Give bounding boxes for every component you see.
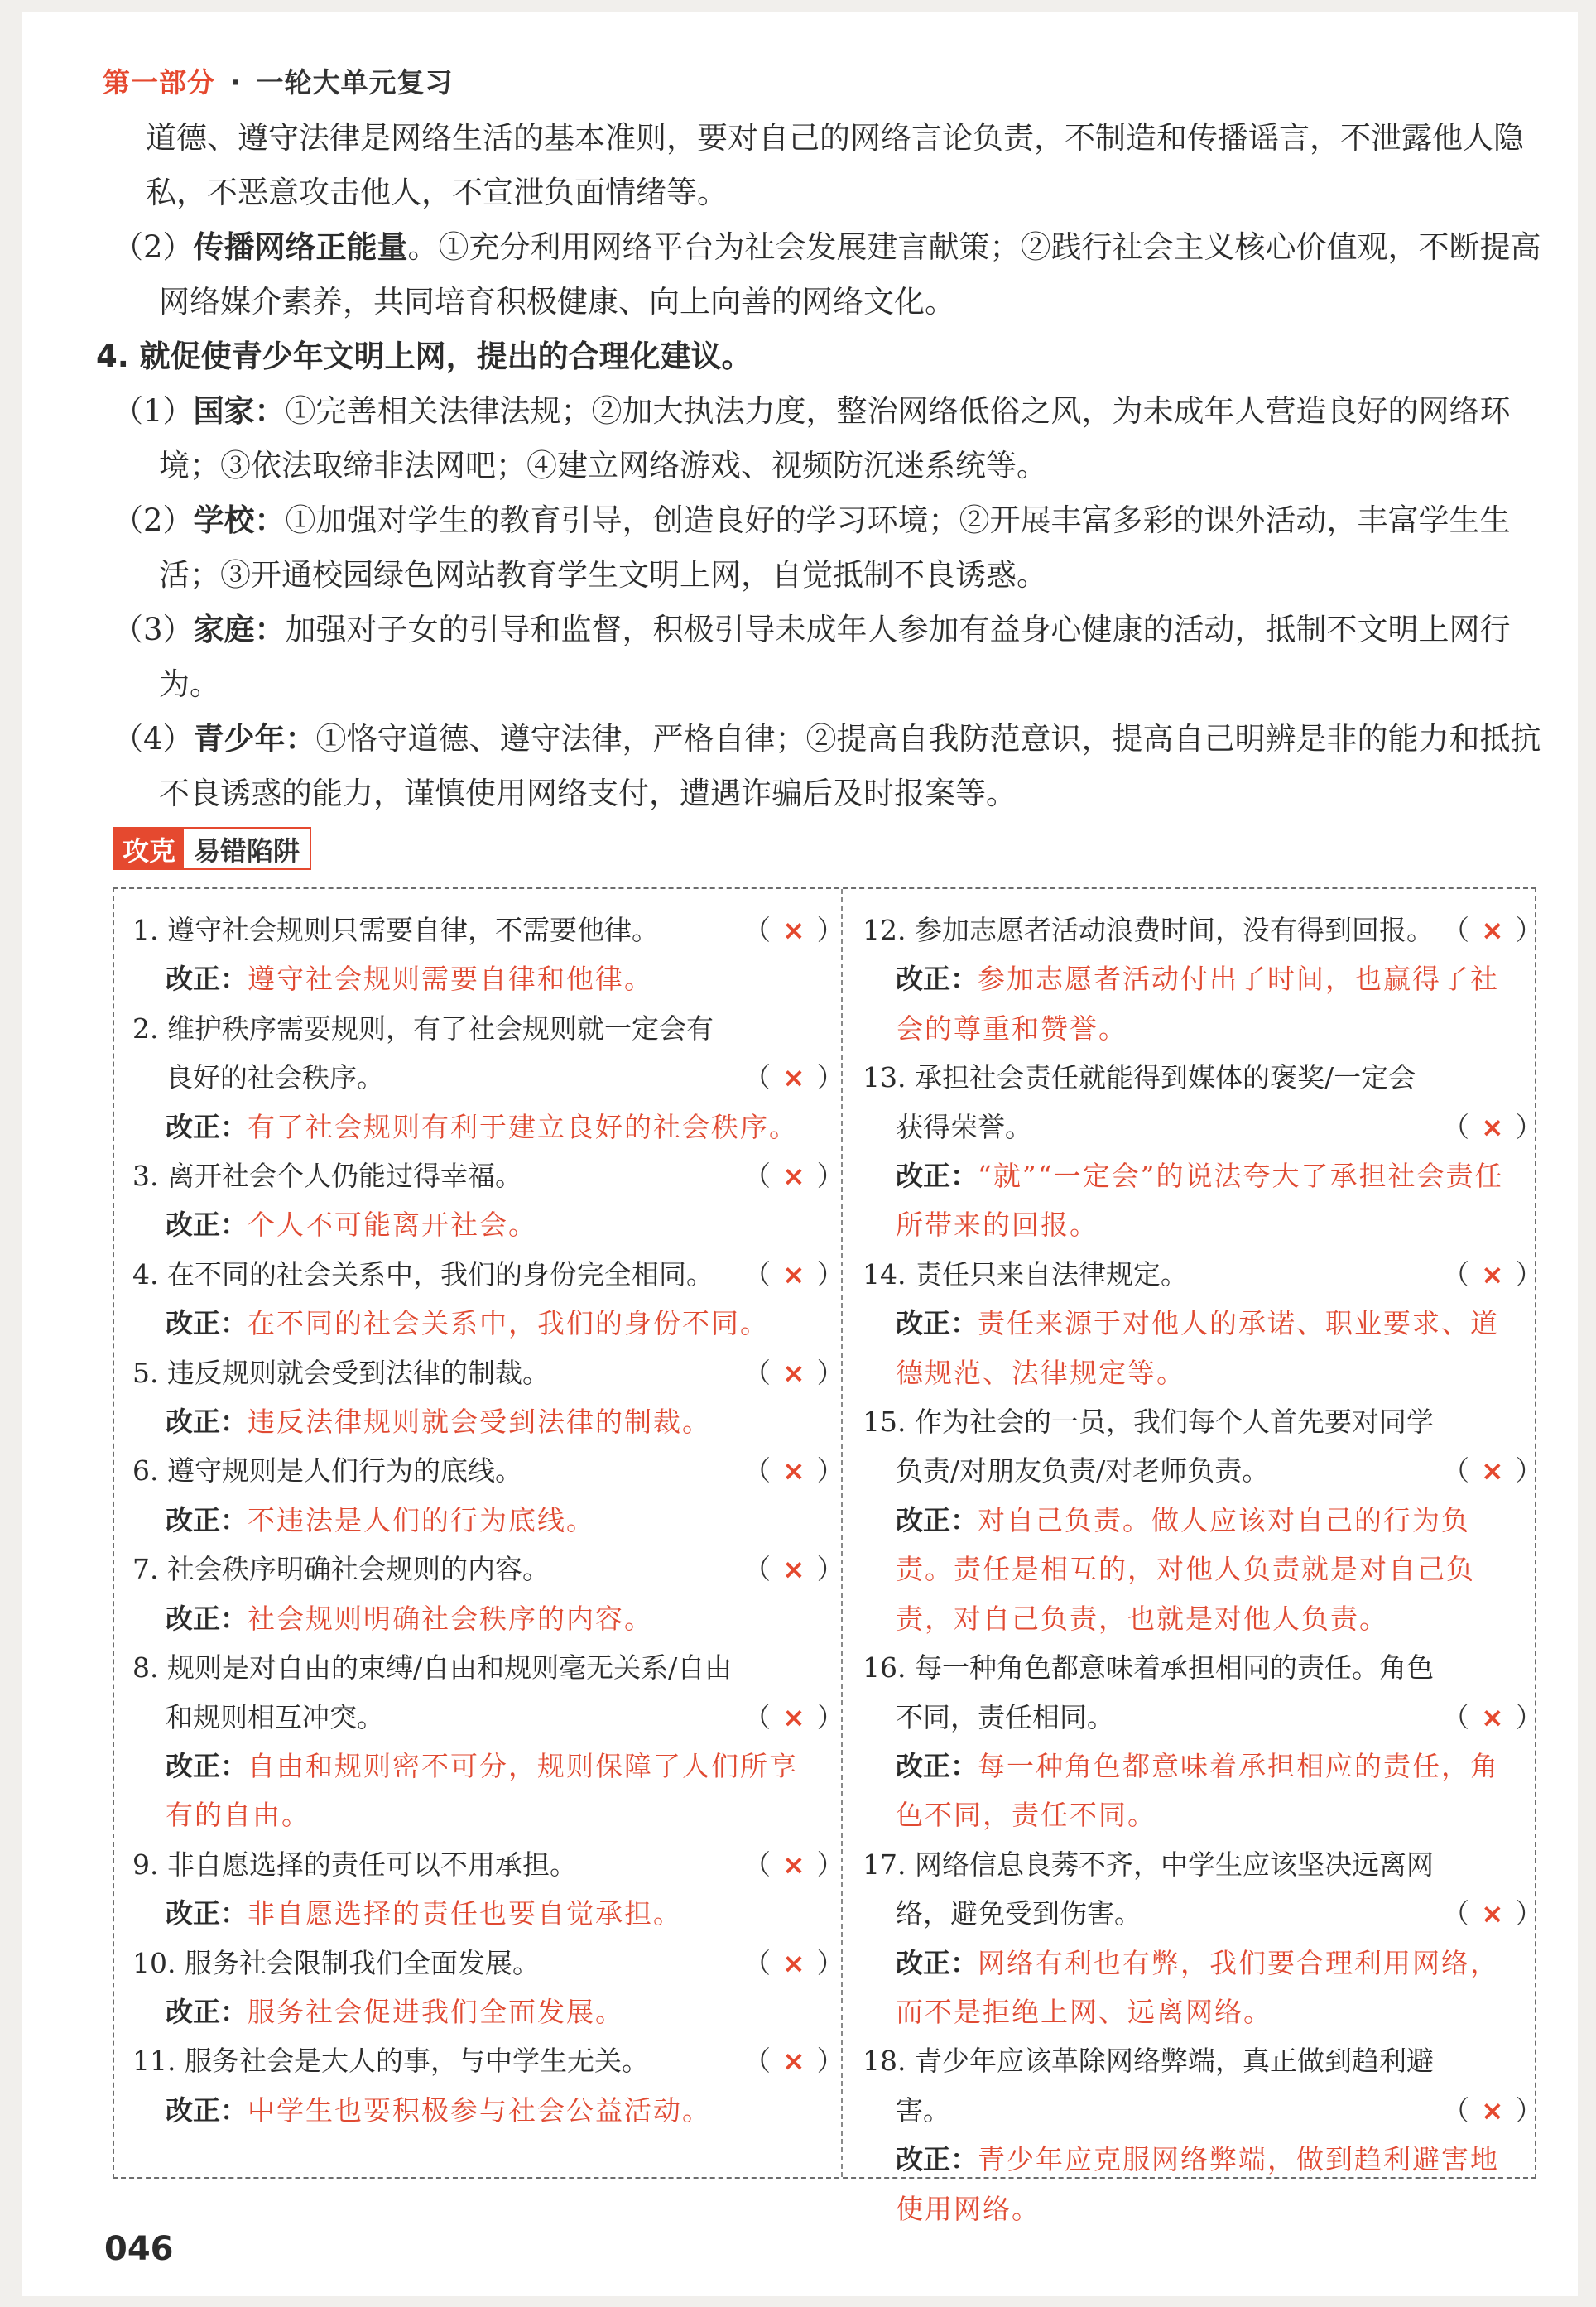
statement-text: 16. 每一种角色都意味着承担相同的责任。角色不同，责任相同。 <box>863 1651 1434 1733</box>
correction-text: 个人不可能离开社会。 <box>248 1209 537 1242</box>
judgement-mark <box>743 1053 844 1102</box>
correction-label: 改正： <box>896 1749 978 1782</box>
pitfall-entry <box>863 906 1543 1053</box>
pitfall-statement <box>132 1446 844 1495</box>
mark-close-paren: ） <box>816 1946 844 1979</box>
pitfall-entry <box>132 1004 844 1151</box>
mark-close-paren: ） <box>816 1257 844 1290</box>
pitfall-entry <box>132 1840 844 1939</box>
tag-pitfalls: 易错陷阱 <box>184 829 310 868</box>
mark-open-paren: （ <box>1442 1897 1469 1930</box>
pitfall-statement <box>863 1250 1543 1299</box>
judgement-mark <box>1442 2086 1543 2135</box>
statement-text: 12. 参加志愿者活动浪费时间，没有得到回报。 <box>863 914 1434 946</box>
correction-label: 改正： <box>166 2093 248 2127</box>
correction-text: 对自己负责。做人应该对自己的行为负责。责任是相互的，对他人负责就是对自己负责，对自己负责，也就是对他人负责。 <box>896 1503 1475 1635</box>
pitfall-entry <box>863 1397 1543 1643</box>
statement-text: 6. 遵守规则是人们行为的底线。 <box>132 1454 522 1488</box>
pitfalls-box <box>113 887 1543 2225</box>
mark-open-paren: （ <box>1442 1110 1469 1143</box>
judgement-mark <box>743 1151 844 1200</box>
suggestion-text: ①完善相关法律法规；②加大执法力度，整治网络低俗之风，为未成年人营造良好的网络环境；③依法取缔非法网吧；④建立网络游戏、视频防沉迷系统等。 <box>159 393 1511 483</box>
statement-text: 2. 维护秩序需要规则，有了社会规则就一定会有良好的社会秩序。 <box>132 1012 714 1094</box>
suggestion-heading: 青少年： <box>193 721 316 757</box>
correction-label: 改正： <box>166 1503 248 1536</box>
wrong-mark-icon: × <box>782 1454 805 1488</box>
correction <box>132 1397 826 1446</box>
left-column <box>132 906 844 2135</box>
pitfall-entry <box>132 1643 844 1840</box>
suggestion-heading: 国家： <box>193 393 286 429</box>
statement-text: 13. 承担社会责任就能得到媒体的褒奖/一定会获得荣誉。 <box>863 1061 1416 1143</box>
wrong-mark-icon: × <box>1481 1454 1504 1488</box>
judgement-mark <box>743 1348 844 1397</box>
correction <box>863 1496 1525 1643</box>
correction <box>132 954 826 1003</box>
correction-text: 青少年应克服网络弊端，做到趋利避害地使用网络。 <box>896 2143 1499 2225</box>
point-2-text: 。①充分利用网络平台为社会发展建言献策；②践行社会主义核心价值观，不断提高网络媒介素养，共同培育积极健康、向上向善的网络文化。 <box>159 229 1541 320</box>
suggestion-youth <box>113 712 1545 821</box>
statement-text: 10. 服务社会限制我们全面发展。 <box>132 1946 540 1979</box>
mark-close-paren: ） <box>1515 1700 1543 1733</box>
correction-text: 社会规则明确社会秩序的内容。 <box>248 1602 653 1635</box>
correction <box>863 954 1525 1053</box>
correction-text: 违反法律规则就会受到法律的制裁。 <box>248 1406 711 1439</box>
running-header <box>103 61 454 111</box>
judgement-mark <box>1442 1446 1543 1495</box>
suggestion-text: ①恪守道德、遵守法律，严格自律；②提高自我防范意识，提高自己明辨是非的能力和抵抗不良诱惑的能力，谨慎使用网络支付，遭遇诈骗后及时报案等。 <box>159 721 1541 811</box>
correction <box>132 1889 826 1938</box>
judgement-mark <box>743 1250 844 1299</box>
mark-open-paren: （ <box>743 1257 771 1290</box>
statement-text: 5. 违反规则就会受到法律的制裁。 <box>132 1356 550 1389</box>
section-tag <box>113 827 311 870</box>
mark-open-paren: （ <box>1442 2093 1469 2127</box>
mark-open-paren: （ <box>743 1160 771 1193</box>
pitfall-statement <box>863 2036 1543 2135</box>
wrong-mark-icon: × <box>782 2045 805 2078</box>
pitfall-entry <box>132 1446 844 1545</box>
mark-close-paren: ） <box>816 1553 844 1586</box>
correction-label: 改正： <box>166 1995 248 2028</box>
suggestion-num: （2） <box>113 502 194 538</box>
page-number: 046 <box>104 2230 174 2268</box>
pitfall-entry <box>132 1151 844 1250</box>
pitfall-entry <box>132 1348 844 1447</box>
pitfall-statement <box>132 1939 844 1987</box>
judgement-mark <box>1442 906 1543 954</box>
judgement-mark <box>1442 1250 1543 1299</box>
wrong-mark-icon: × <box>782 1848 805 1881</box>
judgement-mark <box>1442 1103 1543 1151</box>
correction-text: 自由和规则密不可分，规则保障了人们所享有的自由。 <box>166 1749 798 1832</box>
correction-label: 改正： <box>166 963 248 996</box>
correction-text: 不违法是人们的行为底线。 <box>248 1503 595 1536</box>
point-2-num: （2） <box>113 229 194 265</box>
mark-close-paren: ） <box>816 1160 844 1193</box>
mark-close-paren: ） <box>816 2045 844 2078</box>
correction-text: 遵守社会规则需要自律和他律。 <box>248 963 653 996</box>
correction <box>863 1939 1525 2037</box>
tag-attack: 攻克 <box>114 829 184 868</box>
correction-label: 改正： <box>896 1503 978 1536</box>
wrong-mark-icon: × <box>782 1356 805 1389</box>
judgement-mark <box>743 1693 844 1742</box>
correction <box>132 2086 826 2135</box>
suggestion-national <box>113 384 1545 493</box>
pitfall-statement <box>132 1840 844 1889</box>
correction-label: 改正： <box>896 963 978 996</box>
mark-close-paren: ） <box>816 1454 844 1488</box>
mark-open-paren: （ <box>743 1946 771 1979</box>
pitfall-entry <box>863 1643 1543 1840</box>
statement-text: 8. 规则是对自由的束缚/自由和规则毫无关系/自由和规则相互冲突。 <box>132 1651 733 1733</box>
wrong-mark-icon: × <box>782 1160 805 1193</box>
mark-open-paren: （ <box>743 2045 771 2078</box>
correction <box>863 1299 1525 1397</box>
correction <box>132 1103 826 1151</box>
mark-open-paren: （ <box>743 1553 771 1586</box>
pitfall-entry <box>132 1250 844 1348</box>
pitfall-statement <box>132 2036 844 2085</box>
pitfall-statement <box>132 1348 844 1397</box>
correction-text: 在不同的社会关系中，我们的身份不同。 <box>248 1307 769 1340</box>
suggestion-family <box>113 603 1545 712</box>
correction-label: 改正： <box>166 1406 248 1439</box>
correction <box>132 1594 826 1643</box>
pitfall-entry <box>132 2036 844 2135</box>
item-4-title: 4. 就促使青少年文明上网，提出的合理化建议。 <box>96 339 752 374</box>
item-4-heading <box>96 329 1545 384</box>
pitfall-statement <box>863 1643 1543 1742</box>
point-2 <box>113 220 1545 329</box>
pitfall-statement <box>863 906 1543 954</box>
point-2-heading: 传播网络正能量 <box>193 229 408 265</box>
pitfall-statement <box>863 1053 1543 1151</box>
suggestion-text: ①加强对学生的教育引导，创造良好的学习环境；②开展丰富多彩的课外活动，丰富学生生活；③开通校园绿色网站教育学生文明上网，自觉抵制不良诱惑。 <box>159 502 1511 593</box>
judgement-mark <box>1442 1693 1543 1742</box>
pitfall-entry <box>863 2036 1543 2233</box>
mark-open-paren: （ <box>1442 1257 1469 1290</box>
wrong-mark-icon: × <box>782 1946 805 1979</box>
part-label: 第一部分 <box>103 66 215 99</box>
mark-open-paren: （ <box>1442 1700 1469 1733</box>
mark-close-paren: ） <box>1515 1897 1543 1930</box>
wrong-mark-icon: × <box>782 1700 805 1733</box>
correction <box>863 1742 1525 1840</box>
mark-close-paren: ） <box>1515 1257 1543 1290</box>
correction-label: 改正： <box>166 1602 248 1635</box>
continuation-paragraph: 道德、遵守法律是网络生活的基本准则，要对自己的网络言论负责，不制造和传播谣言，不泄露他人隐私，不恶意攻击他人，不宣泄负面情绪等。 <box>146 120 1524 210</box>
wrong-mark-icon: × <box>782 914 805 946</box>
pitfall-statement <box>132 1250 844 1299</box>
correction-text: 每一种角色都意味着承担相应的责任，角色不同，责任不同。 <box>896 1749 1499 1832</box>
correction-label: 改正： <box>896 1307 978 1340</box>
statement-text: 17. 网络信息良莠不齐，中学生应该坚决远离网络，避免受到伤害。 <box>863 1848 1434 1930</box>
suggestion-num: （3） <box>113 612 194 647</box>
statement-text: 7. 社会秩序明确社会规则的内容。 <box>132 1553 550 1586</box>
body-text <box>96 111 1545 821</box>
right-column <box>863 906 1543 2233</box>
judgement-mark <box>743 1939 844 1987</box>
correction-label: 改正： <box>166 1110 248 1143</box>
correction-text: 有了社会规则有利于建立良好的社会秩序。 <box>248 1110 798 1143</box>
wrong-mark-icon: × <box>1481 2093 1504 2127</box>
correction-text: “就”“一定会”的说法夸大了承担社会责任所带来的回报。 <box>896 1160 1504 1242</box>
correction <box>132 1742 826 1840</box>
judgement-mark <box>1442 1889 1543 1938</box>
wrong-mark-icon: × <box>1481 914 1504 946</box>
pitfall-statement <box>132 1643 844 1742</box>
pitfall-statement <box>132 906 844 954</box>
correction-label: 改正： <box>896 2143 978 2176</box>
correction-label: 改正： <box>166 1307 248 1340</box>
judgement-mark <box>743 2036 844 2085</box>
wrong-mark-icon: × <box>782 1061 805 1094</box>
pitfall-statement <box>132 1004 844 1103</box>
correction-label: 改正： <box>166 1749 248 1782</box>
suggestion-heading: 学校： <box>193 502 286 538</box>
statement-text: 11. 服务社会是大人的事，与中学生无关。 <box>132 2045 649 2078</box>
mark-close-paren: ） <box>1515 1110 1543 1143</box>
wrong-mark-icon: × <box>1481 1700 1504 1733</box>
correction <box>132 1496 826 1545</box>
pitfall-statement <box>863 1397 1543 1496</box>
mark-open-paren: （ <box>743 1454 771 1488</box>
mark-open-paren: （ <box>743 1700 771 1733</box>
correction <box>132 1200 826 1249</box>
correction <box>132 1299 826 1348</box>
suggestion-text: 加强对子女的引导和监督，积极引导未成年人参加有益身心健康的活动，抵制不文明上网行为。 <box>159 612 1511 702</box>
wrong-mark-icon: × <box>782 1553 805 1586</box>
correction-label: 改正： <box>166 1897 248 1930</box>
mark-close-paren: ） <box>1515 2093 1543 2127</box>
suggestion-heading: 家庭： <box>193 612 286 647</box>
correction-text: 中学生也要积极参与社会公益活动。 <box>248 2093 711 2127</box>
suggestion-school <box>113 493 1545 603</box>
correction <box>863 2135 1525 2233</box>
pitfall-entry <box>132 1939 844 2037</box>
judgement-mark <box>743 1840 844 1889</box>
pitfall-statement <box>132 1545 844 1593</box>
statement-text: 14. 责任只来自法律规定。 <box>863 1257 1188 1290</box>
judgement-mark <box>743 1446 844 1495</box>
header-dot: · <box>230 66 242 99</box>
pitfall-entry <box>863 1250 1543 1397</box>
mark-open-paren: （ <box>743 1061 771 1094</box>
statement-text: 4. 在不同的社会关系中，我们的身份完全相同。 <box>132 1257 714 1290</box>
mark-close-paren: ） <box>816 1061 844 1094</box>
correction-label: 改正： <box>166 1209 248 1242</box>
correction <box>132 1987 826 2036</box>
statement-text: 15. 作为社会的一员，我们每个人首先要对同学负责/对朋友负责/对老师负责。 <box>863 1406 1434 1488</box>
correction-text: 网络有利也有弊，我们要合理利用网络，而不是拒绝上网、远离网络。 <box>896 1946 1499 2028</box>
suggestion-num: （4） <box>113 721 194 757</box>
pitfall-entry <box>132 1545 844 1643</box>
statement-text: 9. 非自愿选择的责任可以不用承担。 <box>132 1848 577 1881</box>
mark-open-paren: （ <box>743 1848 771 1881</box>
judgement-mark <box>743 1545 844 1593</box>
wrong-mark-icon: × <box>1481 1110 1504 1143</box>
pitfall-entry <box>863 1840 1543 2037</box>
wrong-mark-icon: × <box>1481 1257 1504 1290</box>
correction-text: 参加志愿者活动付出了时间，也赢得了社会的尊重和赞誉。 <box>896 963 1499 1045</box>
mark-close-paren: ） <box>1515 1454 1543 1488</box>
pitfall-statement <box>863 1840 1543 1939</box>
mark-close-paren: ） <box>816 914 844 946</box>
correction-label: 改正： <box>896 1946 978 1979</box>
statement-text: 1. 遵守社会规则只需要自律，不需要他律。 <box>132 914 659 946</box>
pitfall-statement <box>132 1151 844 1200</box>
statement-text: 3. 离开社会个人仍能过得幸福。 <box>132 1160 522 1193</box>
wrong-mark-icon: × <box>782 1257 805 1290</box>
mark-close-paren: ） <box>816 1700 844 1733</box>
wrong-mark-icon: × <box>1481 1897 1504 1930</box>
correction-text: 服务社会促进我们全面发展。 <box>248 1995 624 2028</box>
mark-close-paren: ） <box>816 1848 844 1881</box>
correction <box>863 1151 1525 1250</box>
judgement-mark <box>743 906 844 954</box>
statement-text: 18. 青少年应该革除网络弊端，真正做到趋利避害。 <box>863 2045 1434 2127</box>
mark-close-paren: ） <box>1515 914 1543 946</box>
mark-open-paren: （ <box>743 1356 771 1389</box>
page <box>22 12 1578 2296</box>
section-title: 一轮大单元复习 <box>256 66 454 99</box>
correction-text: 非自愿选择的责任也要自觉承担。 <box>248 1897 682 1930</box>
mark-close-paren: ） <box>816 1356 844 1389</box>
mark-open-paren: （ <box>1442 914 1469 946</box>
mark-open-paren: （ <box>1442 1454 1469 1488</box>
pitfall-entry <box>863 1053 1543 1250</box>
correction-label: 改正： <box>896 1160 978 1193</box>
suggestion-num: （1） <box>113 393 194 429</box>
pitfall-entry <box>132 906 844 1004</box>
mark-open-paren: （ <box>743 914 771 946</box>
correction-text: 责任来源于对他人的承诺、职业要求、道德规范、法律规定等。 <box>896 1307 1499 1389</box>
